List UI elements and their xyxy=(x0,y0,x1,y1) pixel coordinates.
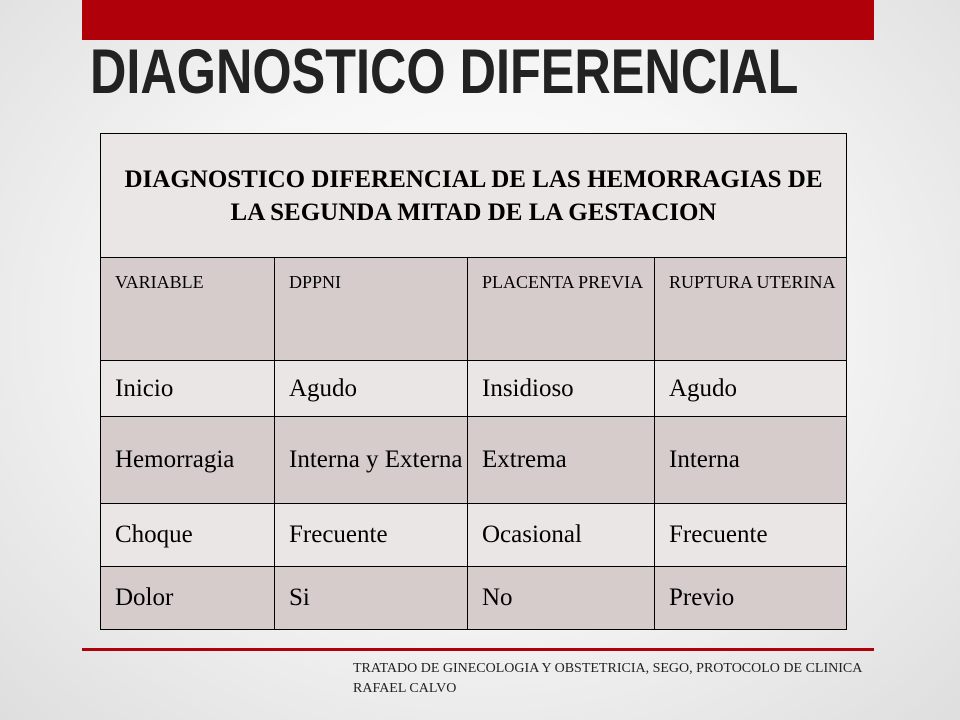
column-header: RUPTURA UTERINA xyxy=(655,258,847,361)
table-cell: Insidioso xyxy=(468,361,655,417)
table-row xyxy=(101,504,847,567)
table-cell: Agudo xyxy=(655,361,847,417)
table-cell: Previo xyxy=(655,567,847,630)
footer-divider xyxy=(82,648,874,651)
table-row xyxy=(101,417,847,504)
column-header: DPPNI xyxy=(275,258,468,361)
table-cell: Frecuente xyxy=(275,504,468,567)
citation-text: TRATADO DE GINECOLOGIA Y OBSTETRICIA, SEGO, PROTOCOLO DE CLINICA RAFAEL CALVO xyxy=(353,661,862,696)
table-cell: Agudo xyxy=(275,361,468,417)
table-cell: Frecuente xyxy=(655,504,847,567)
table-cell: Ocasional xyxy=(468,504,655,567)
column-header: PLACENTA PREVIA xyxy=(468,258,655,361)
differential-diagnosis-table xyxy=(100,133,847,630)
table-cell: Dolor xyxy=(101,567,275,630)
column-header: VARIABLE xyxy=(101,258,275,361)
table-header: DIAGNOSTICO DIFERENCIAL DE LAS HEMORRAGIAS DE LA SEGUNDA MITAD DE LA GESTACION xyxy=(101,134,847,258)
table-cell: Si xyxy=(275,567,468,630)
table-cell: Choque xyxy=(101,504,275,567)
table-row xyxy=(101,567,847,630)
slide-title: DIAGNOSTICO DIFERENCIAL xyxy=(90,37,799,107)
column-header-row xyxy=(101,258,847,361)
table-header-row xyxy=(101,134,847,258)
table-cell: Interna y Externa xyxy=(275,417,468,504)
table-cell: Inicio xyxy=(101,361,275,417)
table-row xyxy=(101,361,847,417)
table-cell: Hemorragia xyxy=(101,417,275,504)
table-cell: No xyxy=(468,567,655,630)
table-cell: Interna xyxy=(655,417,847,504)
table-cell: Extrema xyxy=(468,417,655,504)
